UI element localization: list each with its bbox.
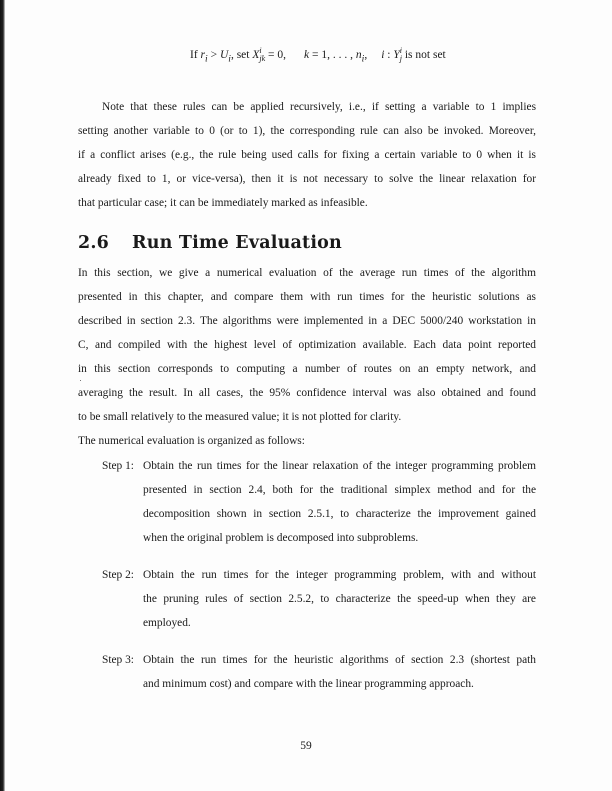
formula-var: k — [304, 49, 310, 61]
text-line: Obtain the run times for the heuristic algorithms of section 2.3 (shortest path — [143, 654, 536, 666]
section-title: Run Time Evaluation — [132, 233, 342, 253]
text-line: presented in section 2.4, both for the traditional simplex method and for the — [143, 484, 536, 496]
text-line: decomposition shown in section 2.5.1, to characterize the improvement gained — [143, 508, 536, 520]
step-list — [102, 454, 536, 709]
text-line: C, and compiled with the highest level of optimization available. Each data point reported — [78, 339, 536, 351]
text-line: averaging the result. In all cases, the 95% confidence interval was also obtained and found — [78, 387, 536, 399]
text-line: employed. — [143, 617, 191, 629]
text-line: to be small relatively to the measured value; it is not plotted for clarity. — [78, 411, 402, 423]
step-item — [102, 454, 536, 550]
step-item — [102, 648, 536, 696]
text-line: the pruning rules of section 2.5.2, to characterize the speed-up when they are — [143, 593, 536, 605]
formula-sub: i — [361, 53, 365, 65]
formula-sup: i — [399, 46, 402, 56]
pruning-rule-formula — [190, 43, 446, 71]
text-line: described in section 2.3. The algorithms were implemented in a DEC 5000/240 workstation in — [78, 315, 536, 327]
text-line: In this section, we give a numerical evaluation of the average run times of the algorithm — [78, 267, 536, 279]
step-item — [102, 563, 536, 635]
formula-var: n — [355, 49, 362, 61]
formula-sub: j — [399, 54, 402, 64]
formula-sub: i — [205, 53, 208, 65]
formula-text: : — [384, 49, 394, 61]
text-line: setting another variable to 0 (or to 1), the corresponding rule can also be invoked. Moreover, — [78, 125, 536, 137]
formula-text: = 1, . . . , — [309, 49, 356, 61]
formula-text: , — [364, 49, 368, 61]
formula-text: = 0, — [265, 49, 287, 61]
formula-text: is not set — [401, 49, 446, 61]
text-line: Obtain the run times for the integer programming problem, with and without — [143, 569, 536, 581]
paragraph-run-time-intro — [78, 261, 536, 453]
scan-border — [0, 0, 5, 791]
step-label: Step 1: — [102, 460, 134, 472]
section-heading — [78, 233, 342, 253]
section-number: 2.6 — [78, 233, 110, 253]
formula-var: r — [200, 49, 206, 61]
text-line: if a conflict arises (e.g., the rule being used calls for fixing a certain variable to 0 when it is — [78, 149, 536, 161]
formula-sub: i — [228, 53, 231, 65]
formula-text: If — [190, 49, 201, 61]
formula-text: > — [207, 49, 220, 61]
text-line: Note that these rules can be applied recursively, i.e., if setting a variable to 1 implies — [102, 101, 536, 113]
text-line: when the original problem is decomposed into subproblems. — [143, 532, 419, 544]
formula-var: Y — [393, 49, 400, 61]
text-line: The numerical evaluation is organized as follows: — [78, 435, 305, 447]
step-label: Step 2: — [102, 569, 134, 581]
formula-sup: i — [259, 46, 262, 56]
paragraph-recursive-rules — [78, 95, 536, 215]
formula-var: X — [252, 49, 260, 61]
formula-text: , set — [230, 49, 253, 61]
text-line: Obtain the run times for the linear relaxation of the integer programming problem — [143, 460, 536, 472]
formula-var: i — [381, 49, 385, 61]
text-line: presented in this chapter, and compare them with run times for the heuristic solutions as — [78, 291, 536, 303]
text-line: in this section corresponds to computing a number of routes on an empty network, and — [78, 363, 536, 375]
text-line: that particular case; it can be immediately marked as infeasible. — [78, 197, 368, 209]
text-line: and minimum cost) and compare with the linear programming approach. — [143, 678, 474, 690]
page-number: 59 — [300, 740, 312, 752]
formula-var: U — [219, 49, 229, 61]
step-label: Step 3: — [102, 654, 134, 666]
formula-sub: jk — [259, 54, 266, 64]
text-line: already fixed to 1, or vice-versa), then it is not necessary to solve the linear relaxation for — [78, 173, 536, 185]
